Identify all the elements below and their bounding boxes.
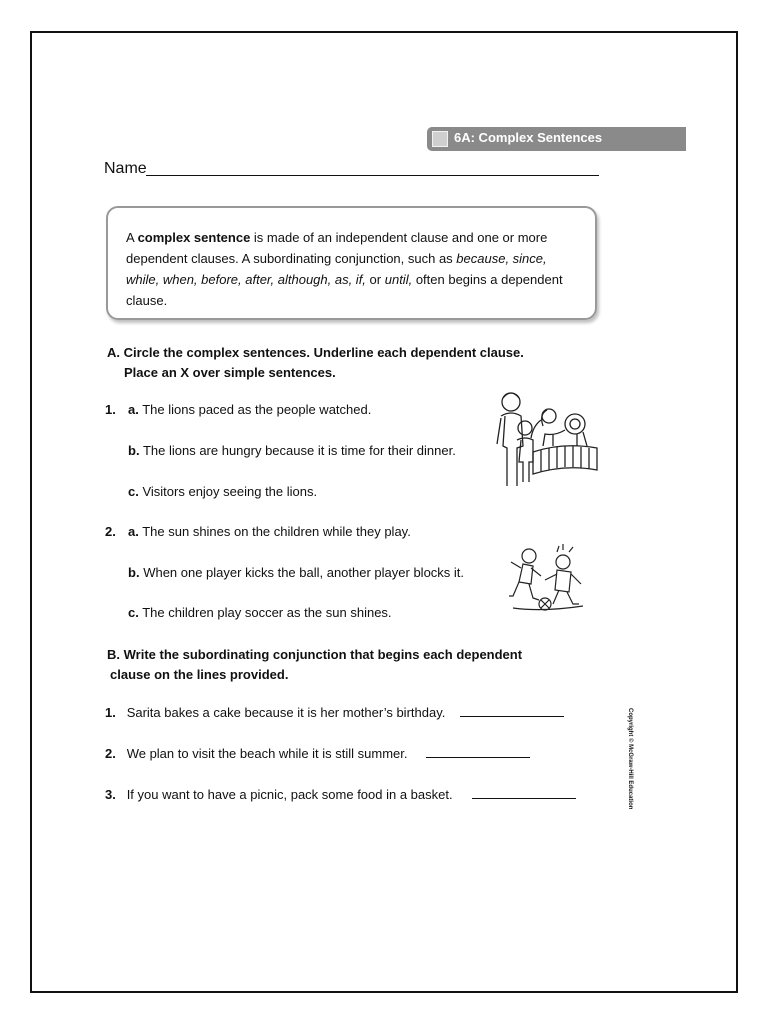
question-b2: 2. We plan to visit the beach while it is still summer. [105,746,408,761]
answer-line-2[interactable] [426,757,530,758]
sentence-2b[interactable]: b. When one player kicks the ball, another player blocks it. [128,565,465,580]
sentence-1b[interactable]: b. The lions are hungry because it is time for their dinner. [128,443,456,458]
zoo-lions-illustration [493,386,603,490]
section-b-heading: B. Write the subordinating conjunction that begins each dependent clause on the lines provided. [107,647,523,682]
banner-square-icon [432,131,448,147]
sentence-2a[interactable]: a. The sun shines on the children while they play. [128,524,411,539]
item-number: 2. [105,524,116,539]
name-write-line[interactable] [146,175,599,176]
lesson-title: 6A: Complex Sentences [454,130,603,145]
name-label: Name [104,160,147,177]
lesson-banner [427,127,686,151]
sentence-2c[interactable]: c. The children play soccer as the sun shines. [128,605,392,620]
sentence-1a[interactable]: a. The lions paced as the people watched. [128,402,372,417]
definition-box [106,206,597,320]
question-b1: 1. Sarita bakes a cake because it is her mother’s birthday. [105,705,446,720]
question-b3: 3. If you want to have a picnic, pack some food in a basket. [105,787,453,802]
section-a-heading: A. Circle the complex sentences. Underline each dependent clause. Place an X over simple sentences. [107,345,524,380]
item-number: 1. [105,402,116,417]
definition-examples: because, since, while, when, before, after, although, as, if, [126,251,547,287]
soccer-children-illustration [505,542,590,616]
answer-line-1[interactable] [460,716,564,717]
answer-line-3[interactable] [472,798,576,799]
definition-term: complex sentence [137,230,251,245]
copyright-notice: Copyright © McGraw-Hill Education [627,708,633,810]
definition-text: A complex sentence is made of an independent clause and one or more dependent clauses. A subordinating conjunction, such as because, since, while, when, before, after, although, as, if, or until, often begins a dependent clause. [126,230,563,308]
sentence-1c[interactable]: c. Visitors enjoy seeing the lions. [128,484,318,499]
